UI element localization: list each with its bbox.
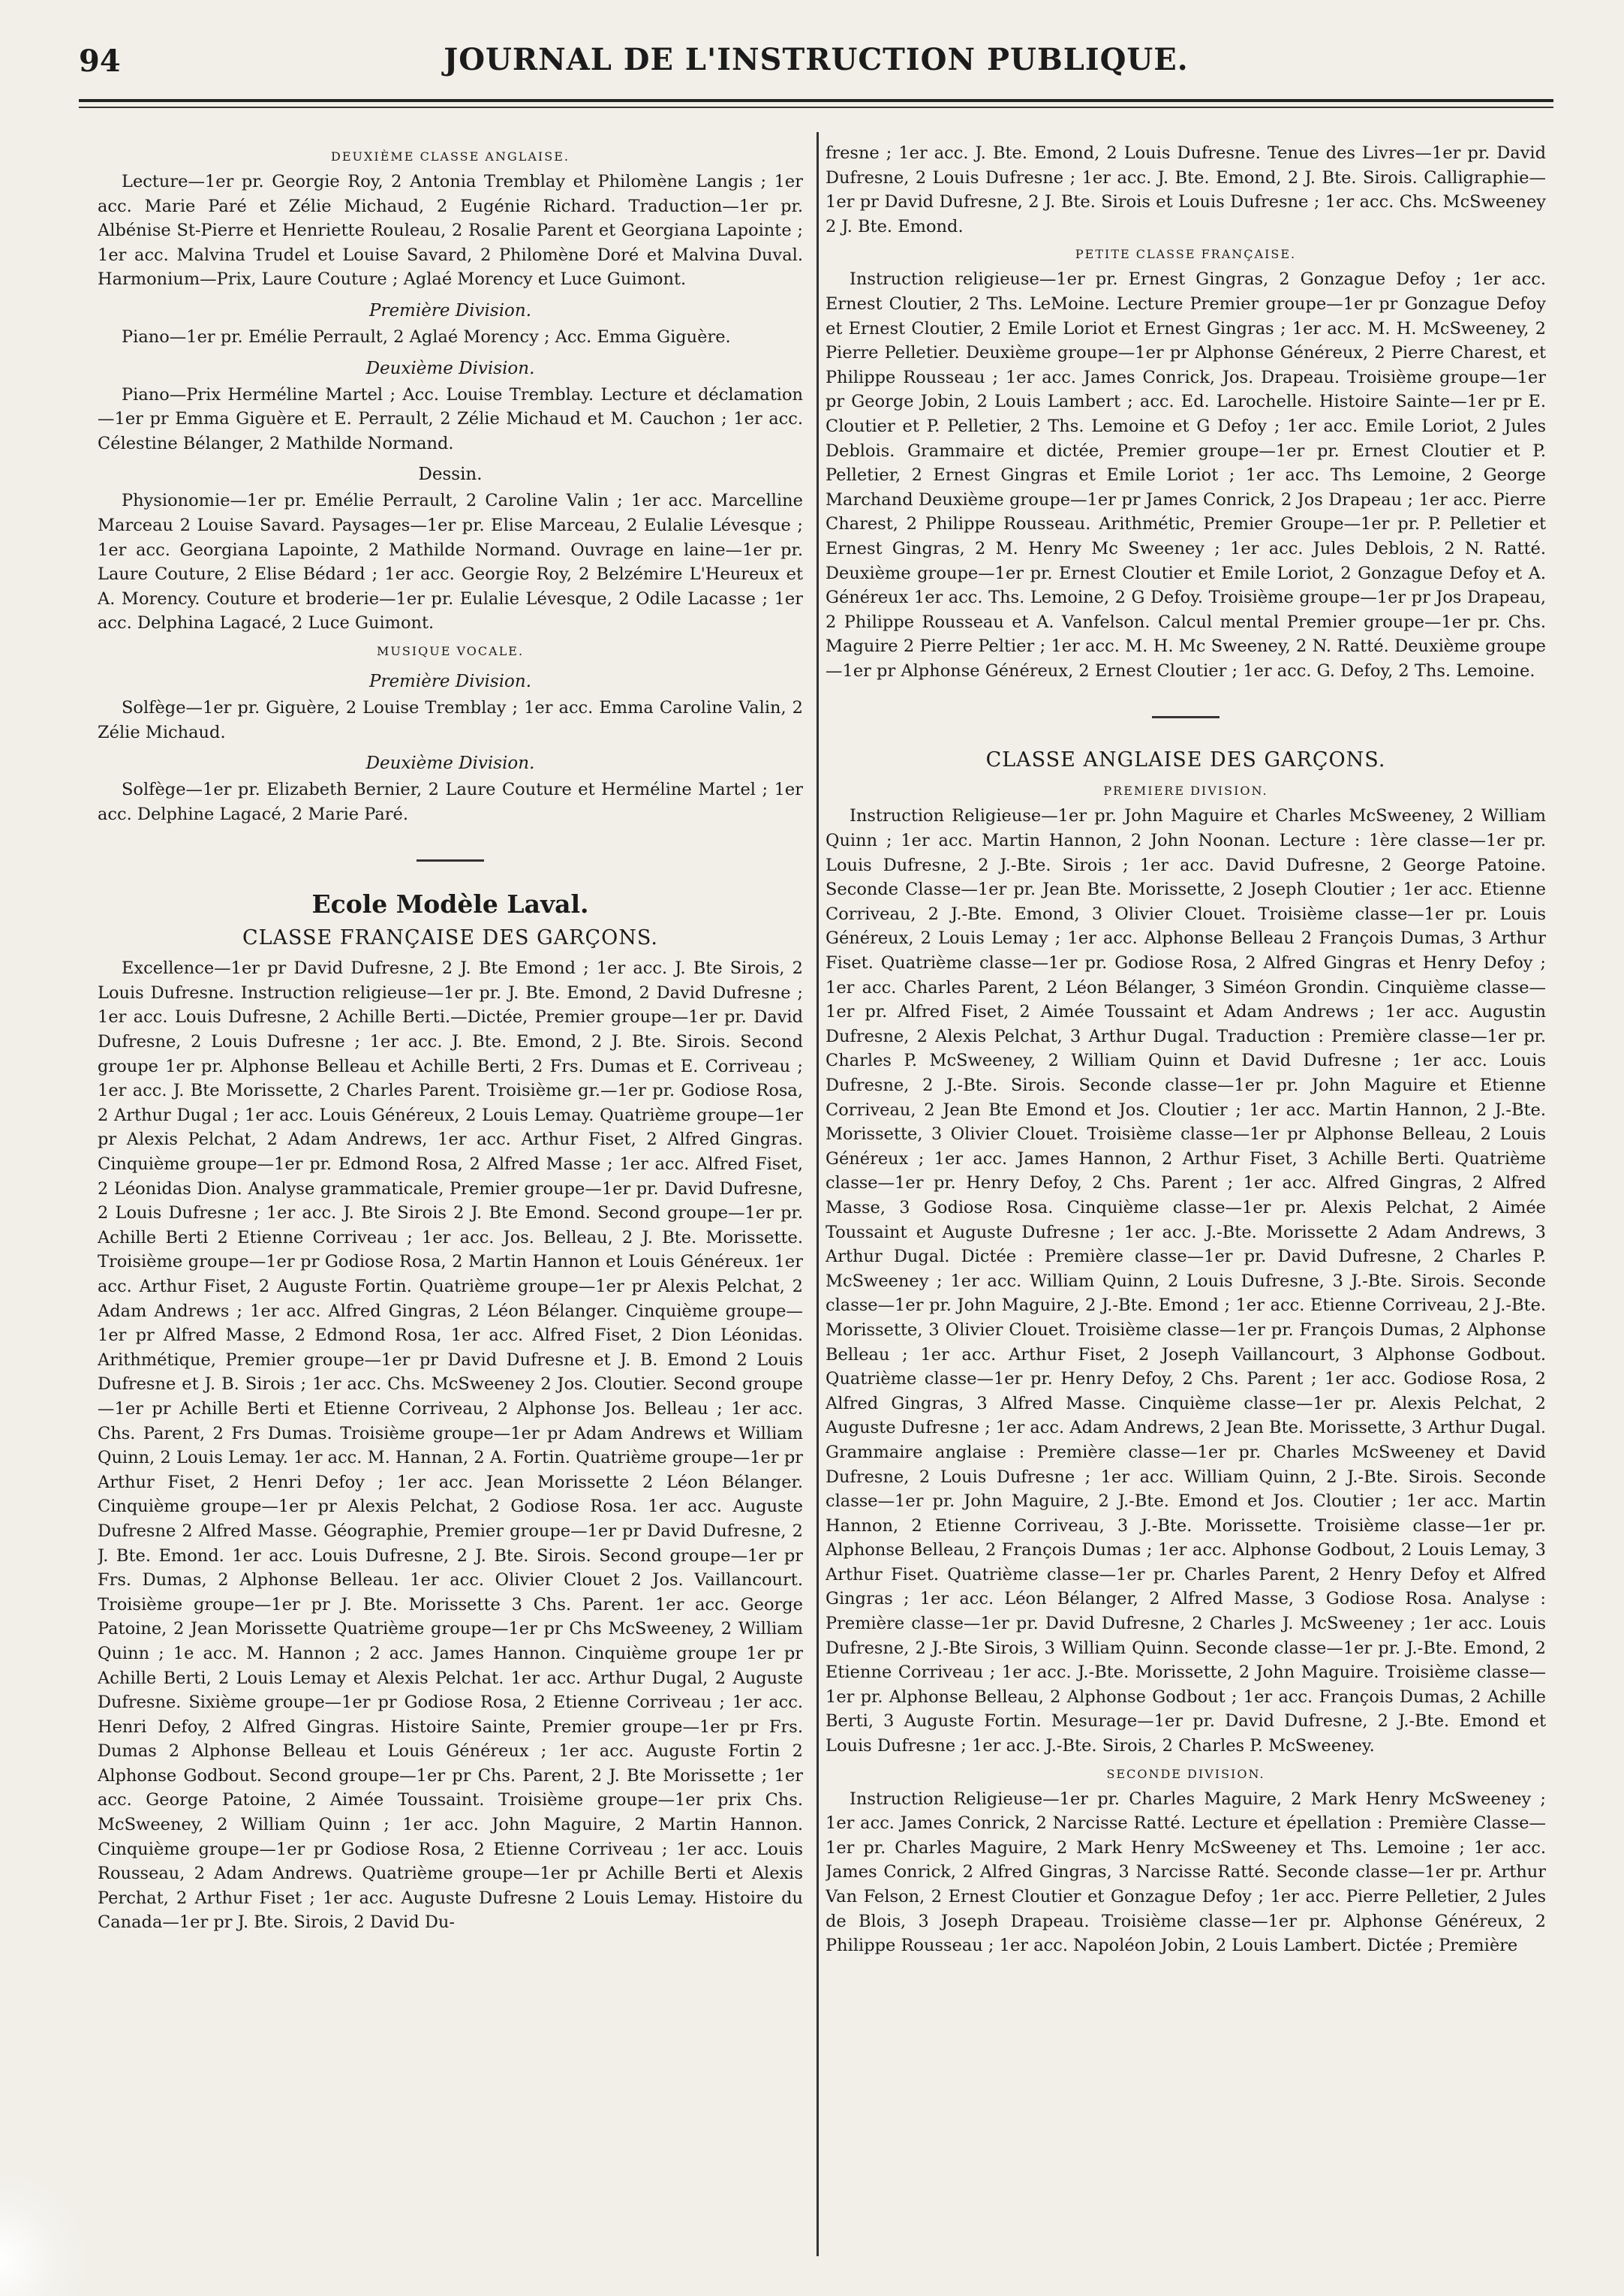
section-heading: DEUXIÈME CLASSE ANGLAISE. xyxy=(331,149,570,164)
section-heading: PETITE CLASSE FRANÇAISE. xyxy=(1075,247,1297,262)
section-heading: Dessin. xyxy=(418,465,483,485)
page-header xyxy=(79,42,1553,87)
header-rule-thin xyxy=(79,107,1553,108)
paragraph: fresne ; 1er acc. J. Bte. Emond, 2 Louis Dufresne. Tenue des Livres—1er pr. David Dufresne, 2 Louis Dufresne ; 1er acc. J. Bte. Emond, 2 J. Bte. Sirois. Calligraphie—1er pr David Dufresne, 2 J. Bte. Sirois et Louis Dufresne ; 1er acc. Chs. McSweeney 2 J. Bte. Emond. xyxy=(826,143,1546,236)
section-separator xyxy=(417,859,484,862)
left-column xyxy=(98,141,803,2258)
paragraph: Excellence—1er pr David Dufresne, 2 J. Bte Emond ; 1er acc. J. Bte Sirois, 2 Louis Dufresne. Instruction religieuse—1er pr. J. Bte. Emond, 2 David Dufresne ; 1er acc. Louis Dufresne, 2 Achille Berti.—Dictée, Premier groupe—1er pr. David Dufresne, 2 Louis Dufresne ; 1er acc. J. Bte. Emond, 2 J. Bte. Sirois. Second groupe 1er pr. Alphonse Belleau et Achille Berti, 2 Frs. Dumas et E. Corriveau ; 1er acc. J. Bte Morissette, 2 Charles Parent. Troisième gr.—1er pr. Godiose Rosa, 2 Arthur Dugal ; 1er acc. Louis Généreux, 2 Louis Lemay. Quatrième groupe—1er pr Alexis Pelchat, 2 Adam Andrews, 1er acc. Arthur Fiset, 2 Alfred Gingras. Cinquième groupe—1er pr. Edmond Rosa, 2 Alfred Masse ; 1er acc. Alfred Fiset, 2 Léonidas Dion. Analyse grammaticale, Premier groupe—1er pr. David Dufresne, 2 Louis Dufresne ; 1er acc. J. Bte Sirois 2 J. Bte Emond. Second groupe—1er pr. Achille Berti 2 Etienne Corriveau ; 1er acc. Jos. Belleau, 2 J. Bte. Morissette. Troisième groupe—1er pr Godiose Rosa, 2 Martin Hannon et Louis Généreux. 1er acc. Arthur Fiset, 2 Auguste Fortin. Quatrième groupe—1er pr Alexis Pelchat, 2 Adam Andrews ; 1er acc. Alfred Gingras, 2 Léon Bélanger. Cinquième groupe—1er pr Alfred Masse, 2 Edmond Rosa, 1er acc. Alfred Fiset, 2 Dion Léonidas. Arithmétique, Premier groupe—1er pr David Dufresne et J. B. Emond 2 Louis Dufresne et J. B. Sirois ; 1er acc. Chs. McSweeney 2 Jos. Cloutier. Second groupe—1er pr Achille Berti et Etienne Corriveau, 2 Alphonse Jos. Belleau ; 1er acc. Chs. Parent, 2 Frs Dumas. Troisième groupe—1er pr Adam Andrews et William Quinn, 2 Louis Lemay. 1er acc. M. Hannan, 2 A. Fortin. Quatrième groupe—1er pr Arthur Fiset, 2 Henri Defoy ; 1er acc. Jean Morissette 2 Léon Bélanger. Cinquième groupe—1er pr Alexis Pelchat, 2 Godiose Rosa. 1er acc. Auguste Dufresne 2 Alfred Masse. Géographie, Premier groupe—1er pr David Dufresne, 2 J. Bte. Emond. 1er acc. Louis Dufresne, 2 J. Bte. Sirois. Second groupe—1er pr Frs. Dumas, 2 Alphonse Belleau. 1er acc. Olivier Clouet 2 Jos. Vaillancourt. Troisième groupe—1er pr J. Bte. Morissette 3 Chs. Parent. 1er acc. George Patoine, 2 Jean Morissette Quatrième groupe—1er pr Chs McSweeney, 2 William Quinn ; 1e acc. M. Hannon ; 2 acc. James Hannon. Cinquième groupe 1er pr Achille Berti, 2 Louis Lemay et Alexis Pelchat. 1er acc. Arthur Dugal, 2 Auguste Dufresne. Sixième groupe—1er pr Godiose Rosa, 2 Etienne Corriveau ; 1er acc. Henri Defoy, 2 Alfred Gingras. Histoire Sainte, Premier groupe—1er pr Frs. Dumas 2 Alphonse Belleau et Louis Généreux ; 1er acc. Auguste Fortin 2 Alphonse Godbout. Second groupe—1er pr Chs. Parent, 2 J. Bte Morissette ; 1er acc. George Patoine, 2 Aimée Toussaint. Troisième groupe—1er prix Chs. McSweeney, 2 William Quinn ; 1er acc. John Maguire, 2 Martin Hannon. Cinquième groupe—1er pr Godiose Rosa, 2 Etienne Corriveau ; 1er acc. Louis Rousseau, 2 Adam Andrews. Quatrième groupe—1er pr Achille Berti et Alexis Perchat, 2 Arthur Fiset ; 1er acc. Auguste Dufresne 2 Louis Lemay. Histoire du Canada—1er pr J. Bte. Sirois, 2 David Du- xyxy=(98,958,803,1933)
column-divider xyxy=(817,132,819,2256)
page-number: 94 xyxy=(79,44,121,79)
division-heading: Première Division. xyxy=(368,300,532,320)
paper-stain xyxy=(0,2177,83,2296)
division-heading: Deuxième Division. xyxy=(365,754,535,774)
paragraph: Piano—Prix Herméline Martel ; Acc. Louise Tremblay. Lecture et déclamation—1er pr Emma Giguère et E. Perrault, 2 Zélie Michaud et M. Cauchon ; 1er acc. Célestine Bélanger, 2 Mathilde Normand. xyxy=(98,384,803,453)
paragraph: Instruction religieuse—1er pr. Ernest Gingras, 2 Gonzague Defoy ; 1er acc. Ernest Cloutier, 2 Ths. LeMoine. Lecture Premier groupe—1er pr Gonzague Defoy et Ernest Cloutier, 2 Emile Loriot et Ernest Gingras ; 1er acc. M. H. McSweeney, 2 Pierre Pelletier. Deuxième groupe—1er pr Alphonse Généreux, 2 Pierre Charest, et Philippe Rousseau ; 1er acc. James Conrick, Jos. Drapeau. Troisième groupe—1er pr George Jobin, 2 Louis Lambert ; acc. Ed. Larochelle. Histoire Sainte—1er pr E. Cloutier et P. Pelletier, 2 Ths. Lemoine et G Defoy ; 1er acc. Emile Loriot, 2 Jules Deblois. Grammaire et dictée, Premier groupe—1er pr. Ernest Cloutier et P. Pelletier, 2 Ernest Gingras et Emile Loriot ; 1er acc. Ths Lemoine, 2 George Marchand Deuxième groupe—1er pr James Conrick, 2 Jos Drapeau ; 1er acc. Pierre Charest, 2 Philippe Rousseau. Arithmétic, Premier Groupe—1er pr. P. Pelletier et Ernest Gingras, 2 M. Henry Mc Sweeney ; 1er acc. Jules Deblois, 2 N. Ratté. Deuxième groupe—1er pr. Ernest Cloutier et Emile Loriot, 2 Gonzague Defoy et A. Généreux 1er acc. Ths. Lemoine, 2 G Defoy. Troisième groupe—1er pr Jos Drapeau, 2 Philippe Rousseau et A. Vanfelson. Calcul mental Premier groupe—1er pr. Chs. Maguire 2 Pierre Peltier ; 1er acc. M. H. Mc Sweeney, 2 N. Ratté. Deuxième groupe—1er pr Alphonse Généreux, 2 Ernest Cloutier ; 1er acc. G. Defoy, 2 Ths. Lemoine. xyxy=(826,269,1546,681)
journal-title: JOURNAL DE L'INSTRUCTION PUBLIQUE. xyxy=(444,42,1189,77)
division-heading: SECONDE DIVISION. xyxy=(1106,1766,1265,1781)
school-title: Ecole Modèle Laval. xyxy=(311,889,589,919)
header-rule-thick xyxy=(79,99,1553,102)
paragraph: Solfège—1er pr. Elizabeth Bernier, 2 Laure Couture et Herméline Martel ; 1er acc. Delphine Lagacé, 2 Marie Paré. xyxy=(98,780,803,824)
right-column xyxy=(826,141,1546,2258)
division-heading: PREMIERE DIVISION. xyxy=(1103,784,1268,799)
paragraph: Instruction Religieuse—1er pr. Charles Maguire, 2 Mark Henry McSweeney ; 1er acc. James Conrick, 2 Narcisse Ratté. Lecture et épellation : Première Classe—1er pr. Charles Maguire, 2 Mark Henry McSweeney et Ths. Lemoine ; 1er acc. James Conrick, 2 Alfred Gingras, 3 Narcisse Ratté. Seconde classe—1er pr. Arthur Van Felson, 2 Ernest Cloutier et Gonzague Defoy ; 1er acc. Pierre Pelletier, 2 Jules de Blois, 3 Joseph Drapeau. Troisième classe—1er pr. Alphonse Généreux, 2 Philippe Rousseau ; 1er acc. Napoléon Jobin, 2 Louis Lambert. Dictée ; Première xyxy=(826,1789,1546,1956)
paragraph: Piano—1er pr. Emélie Perrault, 2 Aglaé Morency ; Acc. Emma Giguère. xyxy=(122,326,731,347)
paragraph: Instruction Religieuse—1er pr. John Maguire et Charles McSweeney, 2 William Quinn ; 1er acc. Martin Hannon, 2 John Noonan. Lecture : 1ère classe—1er pr. Louis Dufresne, 2 J.-Bte. Sirois ; 1er acc. David Dufresne, 2 George Patoine. Seconde Classe—1er pr. Jean Bte. Morissette, 2 Joseph Cloutier ; 1er acc. Etienne Corriveau, 2 J.-Bte. Emond, 3 Olivier Clouet. Troisième classe—1er pr. Louis Généreux, 2 Louis Lemay ; 1er acc. Alphonse Belleau 2 François Dumas, 3 Arthur Fiset. Quatrième classe—1er pr. Godiose Rosa, 2 Alfred Gingras et Henry Defoy ; 1er acc. Charles Parent, 2 Léon Bélanger, 3 Siméon Grondin. Cinquième classe—1er pr. Alfred Fiset, 2 Aimée Toussaint et Adam Andrews ; 1er acc. Augustin Dufresne, 2 Alexis Pelchat, 3 Arthur Dugal. Traduction : Première classe—1er pr. Charles P. McSweeney, 2 William Quinn et David Dufresne ; 1er acc. Louis Dufresne, 2 J.-Bte. Sirois. Seconde classe—1er pr. John Maguire et Etienne Corriveau, 2 Jean Bte Emond et Jos. Cloutier ; 1er acc. Martin Hannon, 2 J.-Bte. Morissette, 3 Olivier Clouet. Troisième classe—1er pr Alphonse Belleau, 2 Louis Généreux ; 1er acc. James Hannon, 2 Arthur Fiset, 3 Achille Berti. Quatrième classe—1er pr. Henry Defoy, 2 Chs. Parent ; 1er acc. Alfred Gingras, 2 Alfred Masse, 3 Godiose Rosa. Cinquième classe—1er pr. Alexis Pelchat, 2 Aimée Toussaint et Auguste Dufresne ; 1er acc. J.-Bte. Morissette 2 Adam Andrews, 3 Arthur Dugal. Dictée : Première classe—1er pr. David Dufresne, 2 Charles P. McSweeney ; 1er acc. William Quinn, 2 Louis Dufresne, 3 J.-Bte. Sirois. Seconde classe—1er pr. John Maguire, 2 J.-Bte. Emond ; 1er acc. Etienne Corriveau, 2 J.-Bte. Morissette, 3 Olivier Clouet. Troisième classe—1er pr. François Dumas, 2 Alphonse Belleau ; 1er acc. Arthur Fiset, 2 Joseph Vaillancourt, 3 Alphonse Godbout. Quatrième classe—1er pr. Henry Defoy, 2 Chs. Parent ; 1er acc. Godiose Rosa, 2 Alfred Gingras, 3 Alfred Masse. Cinquième classe—1er pr. Alexis Pelchat, 2 Auguste Dufresne ; 1er acc. Adam Andrews, 2 Jean Bte. Morissette, 3 Arthur Dugal. Grammaire anglaise : Première classe—1er pr. Charles McSweeney et David Dufresne, 2 Louis Dufresne ; 1er acc. William Quinn, 2 J.-Bte. Sirois. Seconde classe—1er pr. John Maguire, 2 J.-Bte. Emond et Jos. Cloutier ; 1er acc. Martin Hannon, 2 Etienne Corriveau, 3 J.-Bte. Morissette. Troisième classe—1er pr. Alphonse Belleau, 2 François Dumas ; 1er acc. Alphonse Godbout, 2 Louis Lemay, 3 Arthur Fiset. Quatrième classe—1er pr. Charles Parent, 2 Henry Defoy et Alfred Gingras ; 1er acc. Léon Bélanger, 2 Alfred Masse, 3 Godiose Rosa. Analyse : Première classe—1er pr. David Dufresne, 2 Charles J. McSweeney ; 1er acc. Louis Dufresne, 2 J.-Bte Sirois, 3 William Quinn. Seconde classe—1er pr. J.-Bte. Emond, 2 Etienne Corriveau ; 1er acc. J.-Bte. Morissette, 2 John Maguire. Troisième classe—1er pr. Alphonse Belleau, 2 Alphonse Godbout ; 1er acc. François Dumas, 2 Achille Berti, 3 Auguste Fortin. Mesurage—1er pr. David Dufresne, 2 J.-Bte. Emond et Louis Dufresne ; 1er acc. J.-Bte. Sirois, 2 Charles P. McSweeney. xyxy=(826,806,1546,1756)
paragraph: Lecture—1er pr. Georgie Roy, 2 Antonia Tremblay et Philomène Langis ; 1er acc. Marie Paré et Zélie Michaud, 2 Eugénie Richard. Traduction—1er pr. Albénise St-Pierre et Henriette Rouleau, 2 Rosalie Parent et Georgiana Lapointe ; 1er acc. Malvina Trudel et Louise Savard, 2 Philomène Doré et Malvina Duval. Harmonium—Prix, Laure Couture ; Aglaé Morency et Luce Guimont. xyxy=(98,172,803,290)
class-heading: CLASSE ANGLAISE DES GARÇONS. xyxy=(985,748,1386,772)
section-separator xyxy=(1152,716,1220,718)
division-heading: Deuxième Division. xyxy=(365,358,535,378)
class-heading: CLASSE FRANÇAISE DES GARÇONS. xyxy=(242,926,659,950)
section-heading: MUSIQUE VOCALE. xyxy=(376,643,525,658)
division-heading: Première Division. xyxy=(368,671,532,691)
paragraph: Solfège—1er pr. Giguère, 2 Louise Tremblay ; 1er acc. Emma Caroline Valin, 2 Zélie Michaud. xyxy=(98,697,803,742)
paragraph: Physionomie—1er pr. Emélie Perrault, 2 Caroline Valin ; 1er acc. Marcelline Marceau 2 Louise Savard. Paysages—1er pr. Elise Marceau, 2 Eulalie Lévesque ; 1er acc. Georgiana Lapointe, 2 Mathilde Normand. Ouvrage en laine—1er pr. Laure Couture, 2 Elise Bédard ; 1er acc. Georgie Roy, 2 Belzémire L'Heureux et A. Morency. Couture et broderie—1er pr. Eulalie Lévesque, 2 Odile Lacasse ; 1er acc. Delphina Lagacé, 2 Luce Guimont. xyxy=(98,491,803,633)
